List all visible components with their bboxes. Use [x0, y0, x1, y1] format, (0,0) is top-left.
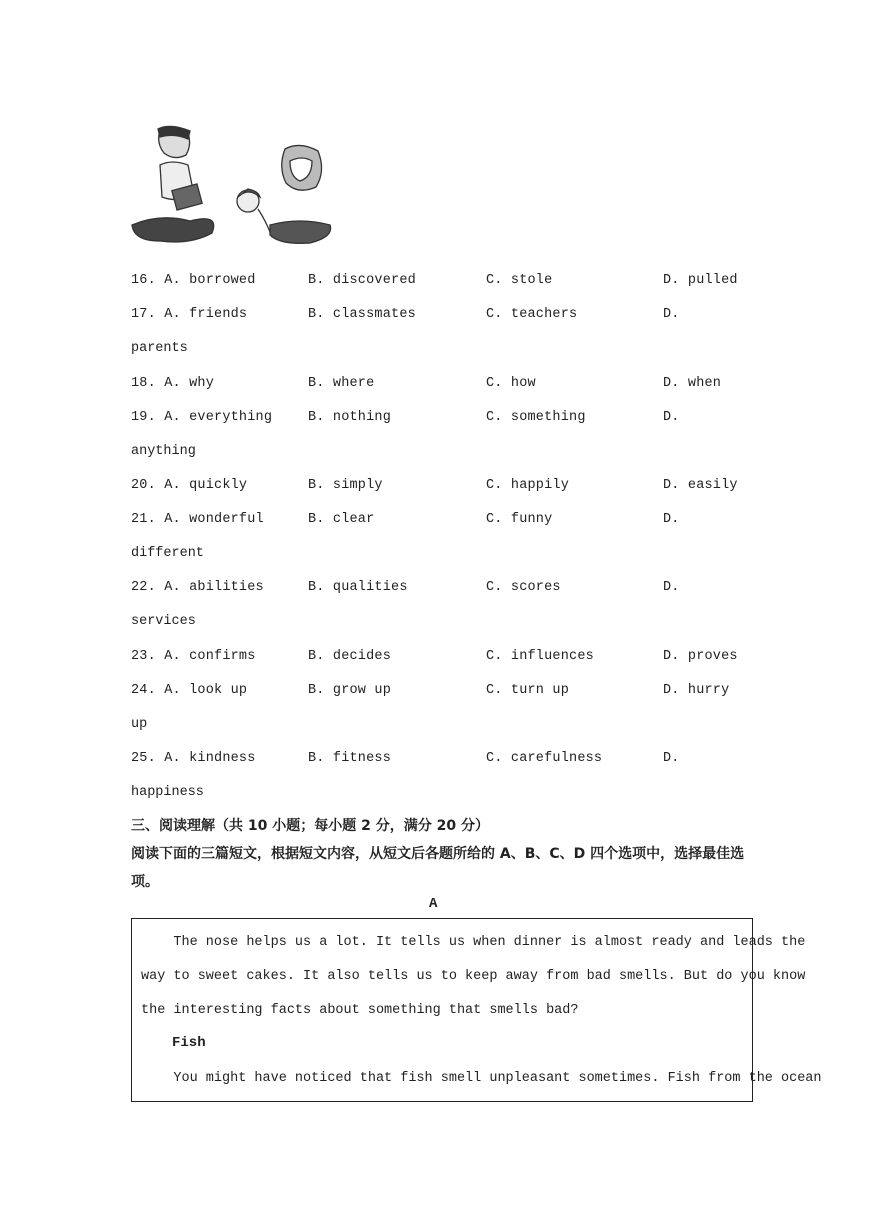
- question-22: [131, 580, 751, 602]
- question-21: [131, 512, 751, 534]
- option-b: B. clear: [308, 512, 375, 527]
- option-b: B. simply: [308, 478, 383, 493]
- option-b: B. classmates: [308, 307, 416, 322]
- option-d: D. pulled: [663, 273, 738, 288]
- option-b: B. where: [308, 376, 375, 391]
- option-d: D.: [663, 751, 680, 766]
- option-d-overflow: up: [131, 717, 148, 732]
- passage-subheading: Fish: [172, 1035, 206, 1051]
- option-b: B. grow up: [308, 683, 392, 698]
- reading-children-illustration: [130, 125, 336, 250]
- option-a: 17. A. friends: [131, 307, 248, 322]
- option-a: 23. A. confirms: [131, 649, 256, 664]
- option-c: C. turn up: [486, 683, 570, 698]
- passage-box: [131, 918, 822, 1102]
- option-c: C. teachers: [486, 307, 578, 322]
- option-a: 19. A. everything: [131, 410, 273, 425]
- option-d: D.: [663, 307, 680, 322]
- option-c: C. influences: [486, 649, 594, 664]
- option-d-overflow: parents: [131, 341, 188, 356]
- option-b: B. discovered: [308, 273, 416, 288]
- option-a: 16. A. borrowed: [131, 273, 256, 288]
- option-c: C. funny: [486, 512, 553, 527]
- option-d: D.: [663, 512, 680, 527]
- question-18: [131, 376, 751, 398]
- section-instructions: 阅读下面的三篇短文，根据短文内容，从短文后各题所给的 A、B、C、D 四个选项中，选择最佳选项。: [131, 846, 745, 890]
- option-a: 25. A. kindness: [131, 751, 256, 766]
- question-25: [131, 751, 751, 773]
- question-17: [131, 307, 751, 329]
- option-a: 20. A. quickly: [131, 478, 248, 493]
- option-d: D. proves: [663, 649, 738, 664]
- option-a: 21. A. wonderful: [131, 512, 264, 527]
- option-d: D. easily: [663, 478, 738, 493]
- option-a: 18. A. why: [131, 376, 215, 391]
- option-d-overflow: different: [131, 546, 204, 561]
- option-d: D.: [663, 580, 680, 595]
- option-b: B. qualities: [308, 580, 408, 595]
- passage-line: You might have noticed that fish smell unpleasant sometimes. Fish from the ocean: [141, 1071, 822, 1086]
- option-b: B. fitness: [308, 751, 392, 766]
- option-b: B. nothing: [308, 410, 392, 425]
- section-title: 三、阅读理解（共 10 小题；每小题 2 分，满分 20 分）: [131, 818, 489, 834]
- option-c: C. how: [486, 376, 536, 391]
- option-d-overflow: happiness: [131, 785, 204, 800]
- option-d: D.: [663, 410, 680, 425]
- option-c: C. stole: [486, 273, 553, 288]
- option-d: D. when: [663, 376, 722, 391]
- question-23: [131, 649, 751, 671]
- option-d: D. hurry: [663, 683, 730, 698]
- option-d-overflow: anything: [131, 444, 196, 459]
- option-c: C. happily: [486, 478, 570, 493]
- option-c: C. scores: [486, 580, 561, 595]
- question-20: [131, 478, 751, 500]
- option-a: 22. A. abilities: [131, 580, 264, 595]
- option-c: C. something: [486, 410, 586, 425]
- option-a: 24. A. look up: [131, 683, 248, 698]
- passage-line: way to sweet cakes. It also tells us to keep away from bad smells. But do you know: [141, 969, 806, 984]
- question-16: [131, 273, 751, 295]
- option-d-overflow: services: [131, 614, 196, 629]
- passage-label: A: [429, 896, 438, 912]
- option-c: C. carefulness: [486, 751, 603, 766]
- passage-line: the interesting facts about something that smells bad?: [141, 1003, 579, 1018]
- question-24: [131, 683, 751, 705]
- question-19: [131, 410, 751, 432]
- passage-line: The nose helps us a lot. It tells us when dinner is almost ready and leads the: [141, 935, 806, 950]
- option-b: B. decides: [308, 649, 392, 664]
